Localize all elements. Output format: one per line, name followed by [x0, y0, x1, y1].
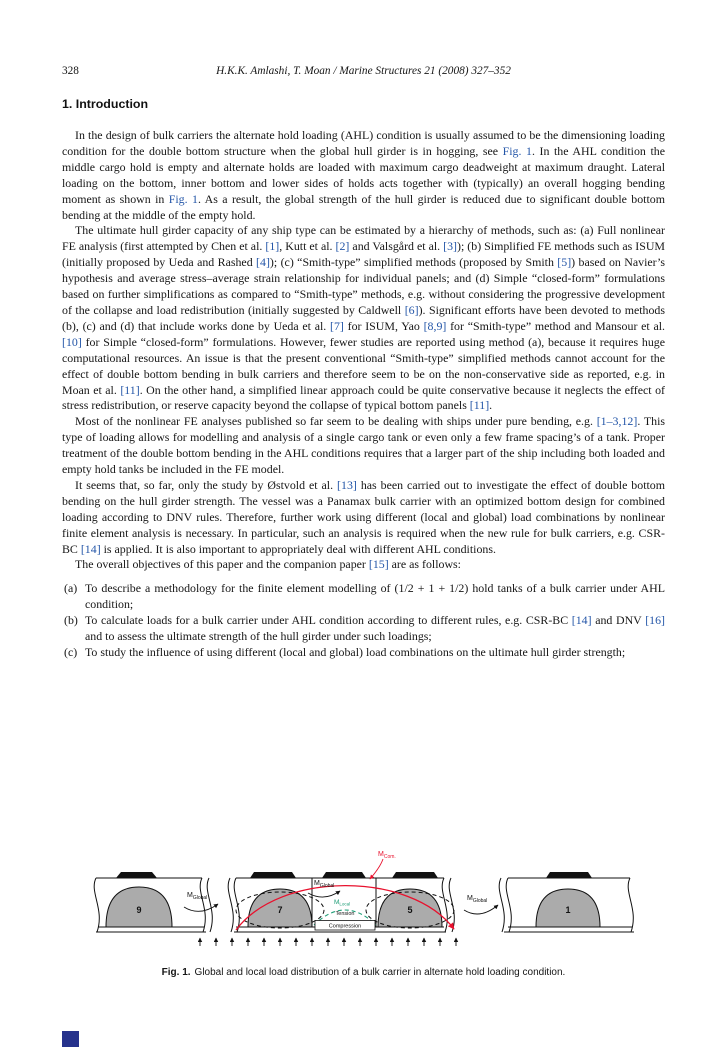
citation-link[interactable]: [1–3,12]: [596, 414, 638, 429]
paragraph-1: In the design of bulk carriers the alternate hold loading (AHL) condition is usually assumed to be the dimensioning loading condition for the double bottom structure when the global hull girder is in hogging, see Fig. 1. In the AHL condition the middle cargo hold is empty and alternate holds are loaded with maximum cargo deadweight at maximum draught. Lateral loading on the bottom, inner bottom and lower sides of holds acts together with (typically) an overall hogging bending moment as shown in Fig. 1. As a result, the global strength of the hull girder is reduced due to significant double bottom bending at the middle of the empty hold.: [62, 128, 665, 222]
citation-link[interactable]: [16]: [645, 613, 665, 628]
objective-item-c: [62, 645, 665, 661]
paragraph-5: The overall objectives of this paper and the companion paper [15] are as follows:: [75, 557, 461, 572]
objectives-list: [62, 581, 665, 661]
objective-text: To describe a methodology for the finite element modelling of (1/2 + 1 + 1/2) hold tanks of a bulk carrier under AHL condition;: [85, 581, 665, 612]
citation-link[interactable]: [13]: [337, 477, 357, 492]
citation-link[interactable]: [1]: [265, 239, 280, 254]
objective-label: (b): [64, 613, 78, 628]
citation-link[interactable]: [10]: [62, 334, 82, 349]
objective-text: To calculate loads for a bulk carrier under AHL condition according to different rules, e.g. CSR-BC [14] and DNV [16] and to assess the ultimate strength of the hull girder under such loadings;: [85, 613, 665, 644]
hold-7-label: 7: [276, 905, 283, 915]
break-curve: [499, 878, 511, 932]
m-global-left-label: $M_{Global}$: [186, 892, 207, 901]
objective-item-a: [62, 581, 665, 613]
figure-diagram: [84, 845, 644, 949]
running-title: H.K.K. Amlashi, T. Moan / Marine Structures 21 (2008) 327–352: [216, 65, 511, 77]
citation-link[interactable]: [8,9]: [423, 318, 447, 333]
citation-link[interactable]: [4]: [256, 255, 270, 270]
page-header: [62, 64, 665, 78]
citation-link[interactable]: Fig. 1: [502, 143, 532, 158]
tension-label: Tension: [335, 911, 354, 917]
sea-pressure-arrows: [200, 938, 456, 946]
objective-item-b: [62, 613, 665, 645]
hold-1-label: 1: [564, 905, 571, 915]
objective-text: To study the influence of using different (local and global) load combinations on the ultimate hull girder strength;: [85, 645, 626, 659]
m-com-arrow: [370, 859, 383, 879]
m-global-left-arrow: [184, 904, 218, 911]
paragraph-2: The ultimate hull girder capacity of any ship type can be estimated by a hierarchy of methods, such as: (a) Full nonlinear FE analysis (first attempted by Chen et al. [1], Kutt et al. [2] and Valsgård et al. [3]); (b) Simplified FE methods such as ISUM (initially proposed by Ueda and Rashed [4]); (c) “Smith-type” simplified methods (proposed by Smith [5]) based on Navier’s hypothesis and average stress–average strain relationship for individual panels; and (d) Simple “closed-form” formulations based on further simplifications as compared to “Smith-type” methods, e.g. without considering the progressive development of the collapse and load redistribution (initially suggested by Caldwell [6]). Significant efforts have been devoted to methods (b), (c) and (d) that include works done by Ueda et al. [7] for ISUM, Yao [8,9] for “Smith-type” method and Mansour et al. [10] for Simple “closed-form” formulations. However, fewer studies are reported using method (a), because it requires huge computational resources. An issue is that the present conventional “Smith-type” simplified methods cannot account for the effect of double bottom bending in bulk carriers and therefore seem to be on the non-conservative side as reported, e.g. in Moan et al. [11]. On the other hand, a simplified linear approach could be quite conservative because it neglects the effect of stress redistribution, or reserve capacity beyond the collapse of typical bottom panels [11].: [62, 223, 666, 413]
break-curve: [200, 878, 212, 932]
page-number: 328: [62, 65, 79, 77]
hatch-cover: [546, 872, 592, 878]
m-global-right-arrow: [464, 905, 498, 914]
objective-label: (a): [64, 581, 78, 596]
citation-link[interactable]: [2]: [335, 239, 350, 254]
section-heading: 1. Introduction: [62, 97, 149, 111]
m-local-label: $M_{Local}$: [333, 899, 350, 907]
hold-9-label: 9: [135, 905, 142, 915]
hatch-cover: [250, 872, 438, 878]
citation-link[interactable]: [11]: [469, 398, 490, 413]
citation-link[interactable]: [6]: [404, 302, 419, 317]
break-curve: [628, 878, 633, 932]
citation-link[interactable]: Fig. 1: [168, 191, 198, 206]
m-global-right-label: $M_{Global}$: [466, 895, 487, 904]
citation-link[interactable]: [11]: [120, 382, 140, 397]
citation-link[interactable]: [15]: [368, 557, 389, 572]
m-global-mid-label: $M_{Global}$: [313, 880, 334, 889]
citation-link[interactable]: [14]: [80, 541, 101, 556]
page-content: [62, 64, 665, 661]
citation-link[interactable]: [14]: [571, 613, 592, 628]
citation-link[interactable]: [3]: [443, 239, 458, 254]
break-curve: [94, 878, 99, 932]
citation-link[interactable]: [5]: [557, 255, 572, 270]
paragraph-3: Most of the nonlinear FE analyses published so far seem to be dealing with ships under pure bending, e.g. [1–3,12]. This type of loading allows for modelling and analysis of a single cargo tank or even only a few frame spacing’s of a tank. Proper treatment of the double bottom bending in the AHL conditions requires that a larger part of the ship including both loaded and empty hold tanks be included in the FE model.: [62, 414, 665, 477]
hold-5-label: 5: [406, 905, 413, 915]
hull-section-left: [94, 872, 212, 932]
citation-link[interactable]: [7]: [330, 318, 344, 333]
caption-text: Global and local load distribution of a bulk carrier in alternate hold loading condition.: [194, 967, 566, 978]
hatch-cover: [116, 872, 157, 878]
objective-label: (c): [64, 645, 78, 659]
m-global-mid-arrow: [308, 891, 340, 897]
figure-caption: [0, 967, 727, 978]
m-com-label: $M_{Com.}$: [377, 851, 396, 860]
caption-label: Fig. 1.: [161, 967, 191, 978]
compression-label: Compression: [328, 923, 361, 930]
corner-mark: [62, 1031, 79, 1047]
paragraphs: [62, 128, 665, 573]
figure-block: [0, 845, 727, 978]
hull-section-right: [499, 872, 634, 932]
paragraph-4: It seems that, so far, only the study by Østvold et al. [13] has been carried out to investigate the effect of double bottom bending on the hull girder strength. The vessel was a Panamax bulk carrier with an optimized bottom design for combined loading according to DNV rules. Therefore, further work using different (local and global) load combinations by nonlinear finite element analysis is necessary. In particular, such an analysis is required when the new rule for bulk carriers, e.g. CSR-BC [14] is applied. It is also important to appropriately deal with different AHL conditions.: [62, 477, 666, 556]
